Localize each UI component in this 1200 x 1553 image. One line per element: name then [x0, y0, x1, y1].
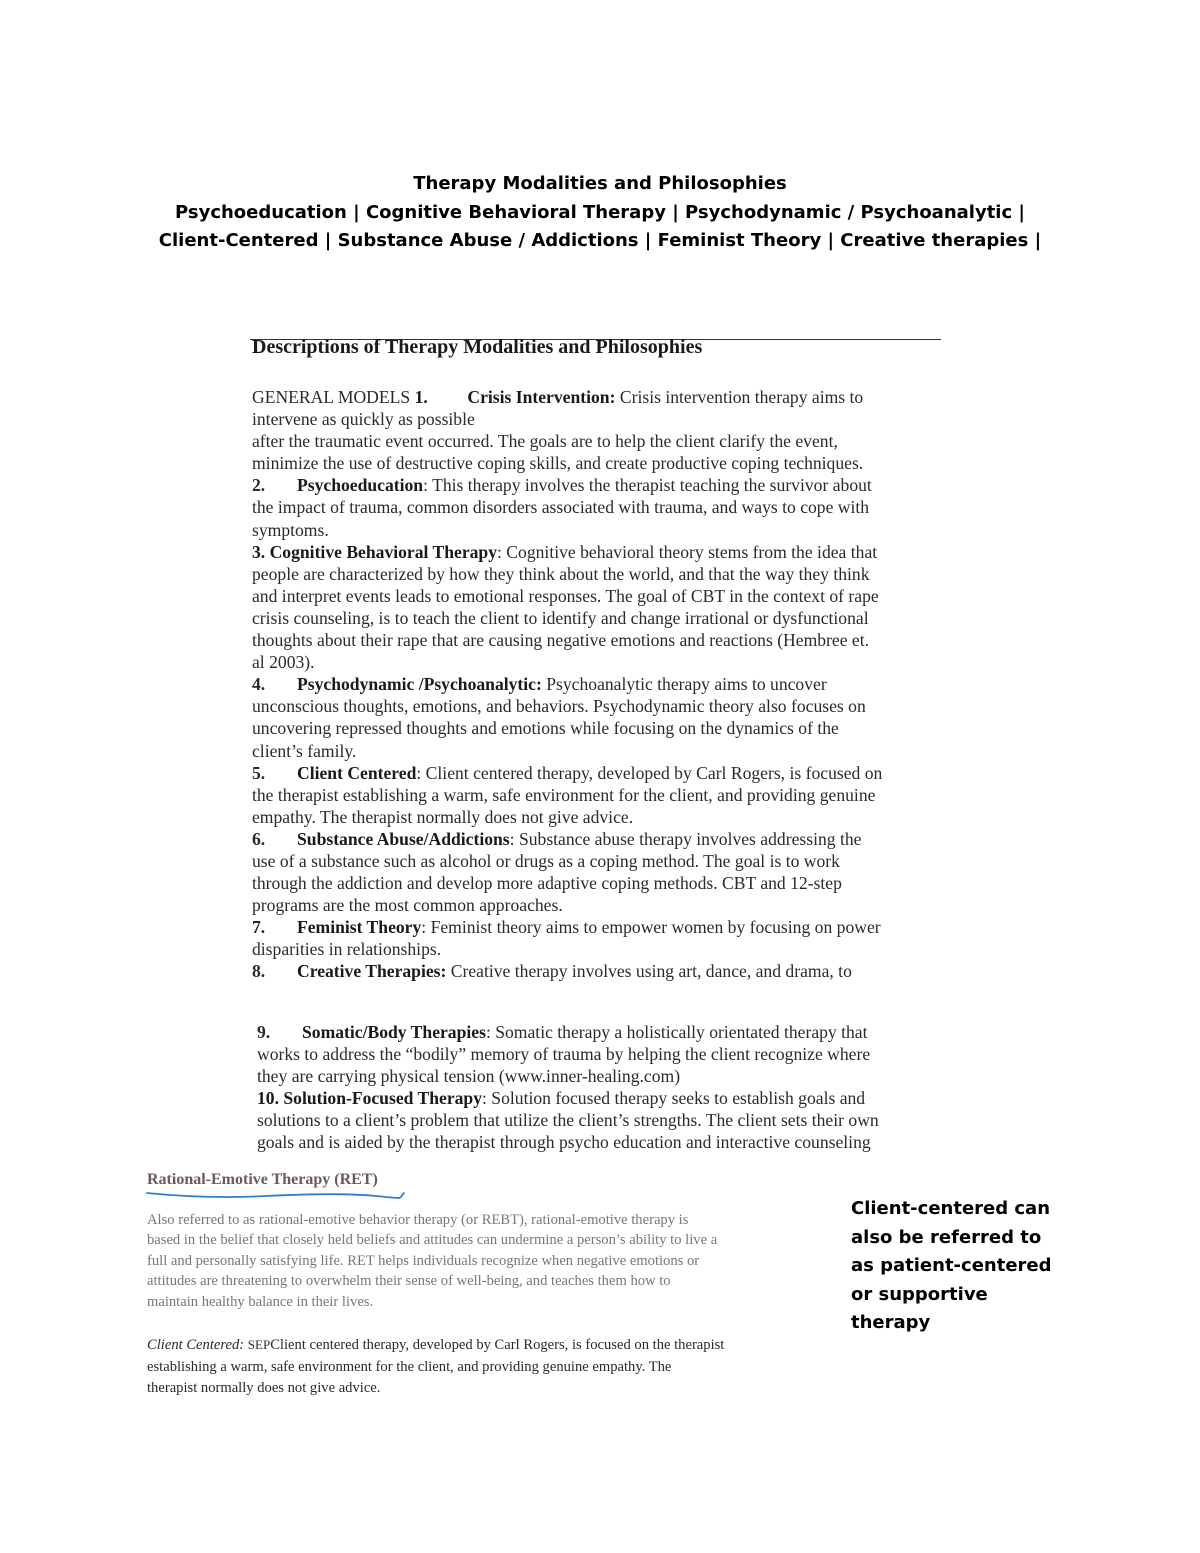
header-title: Therapy Modalities and Philosophies: [413, 173, 787, 194]
header-topics-line-1: Psychoeducation | Cognitive Behavioral Therapy | Psychodynamic / Psychoanalytic |: [175, 201, 1025, 223]
list-item-substance-abuse: 6. Substance Abuse/Addictions: Substance abuse therapy involves addressing the: [252, 828, 862, 849]
modalities-list-continued: 9. Somatic/Body Therapies: Somatic therapy a holistically orientated therapy that works to address the “bodily” memory of trauma by helping the client recognize where they are carrying physical tension (www.inner-healing.com) 10. Solution-Focused Therapy: Solution focused therapy seeks to establish goals and solutions to a client’s problem that utilize the client’s strengths. The client sets their own goals and is aided by the therapist through psycho education and interactive counseling: [257, 1021, 957, 1154]
modalities-list: GENERAL MODELS 1. Crisis Intervention: Crisis intervention therapy aims to intervene as quickly as possible after the traumatic event occurred. The goals are to help the client clarify the event, minimize the use of destructive coping skills, and create productive coping techniques. 2. Psychoeducation: This therapy involves the therapist teaching the survivor about the impact of trauma, common disorders associated with trauma, and ways to cope with symptoms. 3. Cognitive Behavioral Therapy: Cognitive behavioral theory stems from the idea that people are characterized by how they think about the world, and that the way they think and interpret events leads to emotional responses. The goal of CBT in the context of rape crisis counseling, is to teach the client to identify and change irrational or dysfunctional thoughts about their rape that are causing negative emotions and reactions (Hembree et. al 2003). 4. Psychodynamic /Psychoanalytic: Psychoanalytic therapy aims to uncover unconscious thoughts, emotions, and behaviors. Psychodynamic theory also focuses on uncovering repressed thoughts and emotions while focusing on the dynamics of the client’s family. 5. Client Centered: Client centered therapy, developed by Carl Rogers, is focused on the therapist establishing a warm, safe environment for the client, and providing genuine empathy. The therapist normally does not give advice. 6. Substance Abuse/Addictions: Substance abuse therapy involves addressing the use of a substance such as alcohol or drugs as a coping method. The goal is to work through the addiction and develop more adaptive coping methods. CBT and 12-step programs are the most common approaches. 7. Feminist Theory: Feminist theory aims to empower women by focusing on power disparities in relationships. 8. Creative Therapies: Creative therapy involves using art, dance, and drama, to: [252, 386, 952, 983]
list-item-crisis: GENERAL MODELS 1. Crisis Intervention: Crisis intervention therapy aims to: [252, 387, 864, 407]
list-item-feminist: 7. Feminist Theory: Feminist theory aims to empower women by focusing on power: [252, 917, 881, 938]
list-item-solution-focused: 10. Solution-Focused Therapy: Solution focused therapy seeks to establish goals and: [257, 1088, 866, 1109]
header-topics-line-2: Client-Centered | Substance Abuse / Addictions | Feminist Theory | Creative therapies |: [158, 230, 1042, 251]
list-item-psychoeducation: 2. Psychoeducation: This therapy involves the therapist teaching the survivor about: [252, 475, 872, 496]
document-header: [0, 170, 1200, 256]
list-item-somatic: 9. Somatic/Body Therapies: Somatic therapy a holistically orientated therapy that: [257, 1022, 868, 1042]
list-item-client-centered: 5. Client Centered: Client centered therapy, developed by Carl Rogers, is focused on: [252, 762, 883, 783]
ret-title: Rational-Emotive Therapy (RET): [147, 1171, 378, 1188]
squiggle-underline: [146, 1188, 408, 1202]
list-item-psychodynamic: 4. Psychodynamic /Psychoanalytic: Psychoanalytic therapy aims to uncover: [252, 674, 827, 695]
list-item-cbt: 3. Cognitive Behavioral Therapy: Cognitive behavioral theory stems from the idea that: [252, 541, 878, 562]
list-item-creative: 8. Creative Therapies: Creative therapy involves using art, dance, and drama, to: [252, 961, 852, 982]
client-centered-excerpt: Client Centered: SEPClient centered therapy, developed by Carl Rogers, is focused on the therapist establishing a warm, safe environment for the client, and providing genuine empathy. The therapist normally does not give advice.: [147, 1337, 725, 1396]
sep-glyph: SEP: [247, 1337, 271, 1352]
ret-description: Also referred to as rational-emotive behavior therapy (or REBT), rational-emotive therapy is based in the belief that closely held beliefs and attitudes can undermine a person’s ability to live a full and personally satisfying life. RET helps individuals recognize when negative emotions or attitudes are threatening to overwhelm their sense of well-being, and teaches them how to maintain healthy balance in their lives.: [147, 1212, 718, 1310]
descriptions-title: Descriptions of Therapy Modalities and Philosophies: [252, 336, 703, 358]
side-note: Client-centered can also be referred to as patient-centered or supportive therapy: [851, 1198, 1052, 1333]
